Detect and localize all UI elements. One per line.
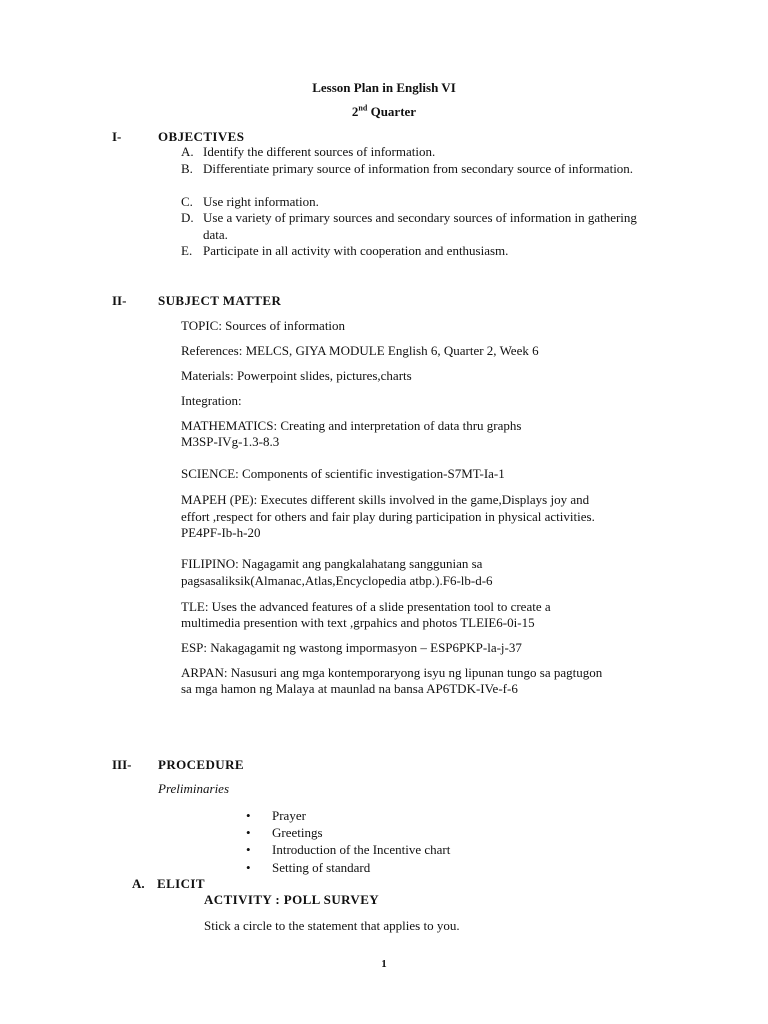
mapeh-code: PE4PF-Ib-h-20 [181, 525, 261, 540]
quarter-word: Quarter [370, 104, 417, 119]
bullet-text: Prayer [272, 808, 306, 823]
tle-line: multimedia presention with text ,grpahics and photos TLEIE6-0i-15 [181, 615, 535, 630]
esp-line: ESP: Nakagagamit ng wastong impormasyon – ESP6PKP-la-j-37 [181, 640, 522, 655]
mathematics-code: M3SP-IVg-1.3-8.3 [181, 434, 280, 449]
objective-text: Identify the different sources of information. [203, 144, 436, 159]
document-title: Lesson Plan in English VI [312, 80, 456, 95]
materials-line: Materials: Powerpoint slides, pictures,charts [181, 368, 412, 383]
elicit-label: ELICIT [157, 876, 205, 891]
science-line: SCIENCE: Components of scientific investigation-S7MT-Ia-1 [181, 466, 505, 481]
arpan-line: sa mga hamon ng Malaya at maunlad na bansa AP6TDK-IVe-f-6 [181, 681, 518, 696]
quarter-number: 2 [351, 104, 359, 119]
references-line: References: MELCS, GIYA MODULE English 6, Quarter 2, Week 6 [181, 343, 539, 358]
objective-letter: D. [181, 210, 194, 225]
subject-matter-numeral: II- [112, 293, 127, 308]
filipino-line: FILIPINO: Nagagamit ang pangkalahatang sanggunian sa [181, 556, 483, 571]
integration-label: Integration: [181, 393, 242, 408]
procedure-numeral: III- [112, 757, 132, 772]
topic-line: TOPIC: Sources of information [181, 318, 346, 333]
elicit-letter: A. [132, 876, 145, 891]
objective-text: Use a variety of primary sources and secondary sources of information in gathering data. [203, 210, 637, 242]
bullet-dot: • [246, 842, 251, 857]
objective-letter: C. [181, 194, 193, 209]
mapeh-line: MAPEH (PE): Executes different skills involved in the game,Displays joy and [181, 492, 590, 507]
objective-letter: A. [181, 144, 194, 159]
objectives-numeral: I- [112, 129, 122, 144]
objective-letter: B. [181, 161, 193, 176]
arpan-line: ARPAN: Nasusuri ang mga kontemporaryong isyu ng lipunan tungo sa pagtugon [181, 665, 603, 680]
objectives-heading: OBJECTIVES [158, 129, 245, 144]
objective-text: Participate in all activity with cooperation and enthusiasm. [203, 243, 509, 258]
procedure-heading: PROCEDURE [158, 757, 244, 772]
activity-instruction: Stick a circle to the statement that applies to you. [204, 918, 460, 933]
bullet-dot: • [246, 808, 251, 823]
mapeh-line: effort ,respect for others and fair play during participation in physical activities. [181, 509, 595, 524]
quarter-ordinal: nd [358, 103, 368, 113]
document-subtitle [0, 104, 768, 120]
mathematics-line: MATHEMATICS: Creating and interpretation of data thru graphs [181, 418, 522, 433]
bullet-text: Introduction of the Incentive chart [272, 842, 451, 857]
page-number: 1 [381, 958, 387, 970]
objective-text: Differentiate primary source of information from secondary source of information. [203, 161, 634, 176]
bullet-text: Greetings [272, 825, 323, 840]
activity-title: ACTIVITY : POLL SURVEY [204, 892, 380, 907]
objective-letter: E. [181, 243, 193, 258]
objective-text: Use right information. [203, 194, 319, 209]
bullet-dot: • [246, 825, 251, 840]
tle-line: TLE: Uses the advanced features of a slide presentation tool to create a [181, 599, 551, 614]
bullet-text: Setting of standard [272, 860, 371, 875]
filipino-line: pagsasaliksik(Almanac,Atlas,Encyclopedia atbp.).F6-lb-d-6 [181, 573, 493, 588]
preliminaries-label: Preliminaries [158, 781, 230, 796]
bullet-dot: • [246, 860, 251, 875]
subject-matter-heading: SUBJECT MATTER [158, 293, 282, 308]
